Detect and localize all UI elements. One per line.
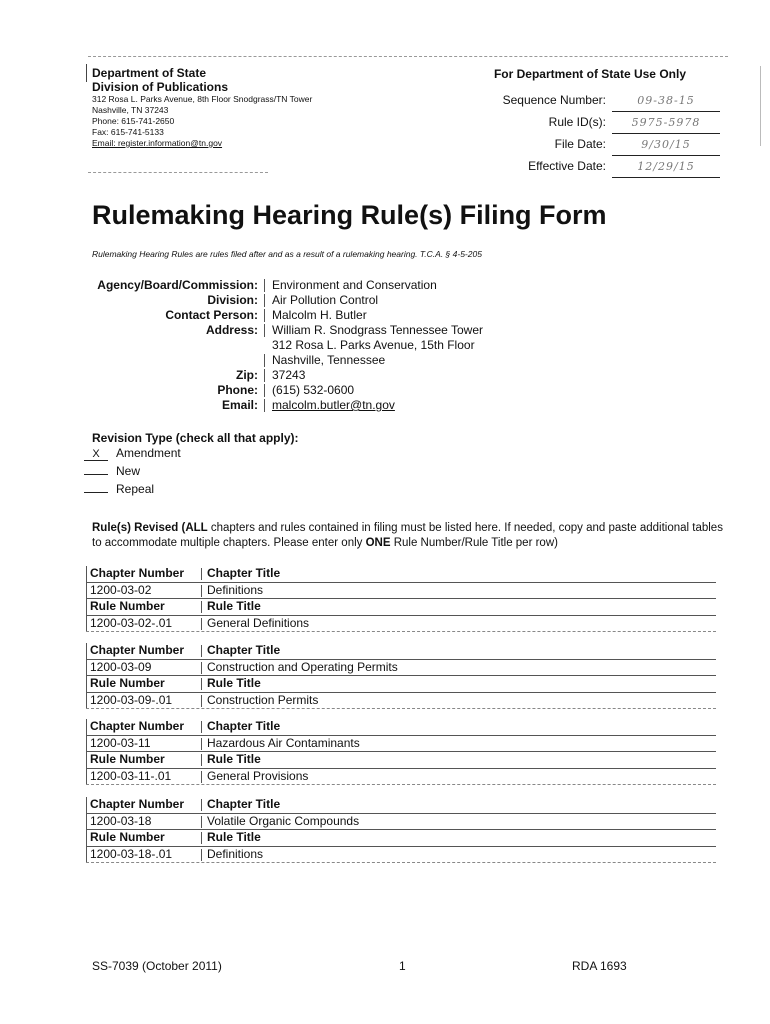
rule-title-header: Rule Title: [207, 752, 261, 766]
rule-header-row: [86, 599, 716, 616]
rule-title-header: Rule Title: [207, 599, 261, 613]
contact-label: Contact Person:: [165, 308, 258, 322]
rule-header-row: [86, 752, 716, 769]
footer-rda-number: RDA 1693: [572, 959, 627, 973]
phone-label: Phone:: [217, 383, 258, 397]
division-name: Division of Publications: [92, 80, 229, 94]
revision-option-repeal: [92, 479, 299, 497]
address-row-2: [70, 338, 710, 353]
rule-title-header: Rule Title: [207, 830, 261, 844]
chapter-header-row: [86, 643, 716, 660]
chapter-number-header: Chapter Number: [90, 566, 185, 580]
phone-separator: [264, 384, 265, 397]
header-top-border: [88, 56, 728, 57]
chapter-value-row: [86, 736, 716, 753]
zip-separator: [264, 369, 265, 382]
rule-table-4: [86, 797, 716, 863]
contact-separator: [264, 309, 265, 322]
rule-table-1: [86, 566, 716, 632]
rule-title-value: Definitions: [207, 846, 264, 861]
intro-lead: Rule(s) Revised (: [92, 522, 186, 534]
zip-value: 37243: [272, 368, 306, 382]
chapter-number-value: 1200-03-11: [90, 735, 151, 750]
sequence-number-row: [470, 90, 720, 112]
agency-value: Environment and Conservation: [272, 278, 437, 292]
rule-ids-row: [470, 112, 720, 134]
rule-title-header: Rule Title: [207, 676, 261, 690]
chapter-title-header: Chapter Title: [207, 719, 281, 733]
chapter-value-row: [86, 583, 716, 600]
rule-number-header: Rule Number: [90, 676, 165, 690]
amendment-checkbox[interactable]: X: [84, 447, 108, 461]
repeal-label: Repeal: [116, 482, 155, 496]
zip-row: [70, 368, 710, 383]
zip-label: Zip:: [236, 368, 258, 382]
rule-number-value: 1200-03-18-.01: [90, 846, 173, 861]
department-address-line2: Nashville, TN 37243: [92, 105, 169, 115]
rule-ids-label: Rule ID(s):: [548, 115, 606, 129]
rules-revised-instructions: [92, 521, 732, 551]
division-value: Air Pollution Control: [272, 293, 379, 307]
rule-value-row: [86, 693, 716, 710]
revision-type-block: [92, 431, 299, 497]
rule-value-row: [86, 616, 716, 633]
department-block: [92, 66, 422, 149]
agency-label: Agency/Board/Commission:: [97, 278, 258, 292]
revision-option-amendment: [92, 446, 299, 461]
chapter-header-row: [86, 797, 716, 814]
address-line1: William R. Snodgrass Tennessee Tower: [272, 323, 483, 337]
rule-number-value: 1200-03-02-.01: [90, 615, 173, 630]
revision-option-new: [92, 461, 299, 479]
contact-value: Malcolm H. Butler: [272, 308, 367, 322]
chapter-number-value: 1200-03-18: [90, 813, 152, 828]
intro-one: ONE: [365, 537, 391, 549]
intro-mid: chapters and rules contained in filing must be listed here. If needed, copy and paste additional tables to accommodate multiple chapters. Please enter only: [92, 522, 723, 549]
chapter-value-row: [86, 660, 716, 677]
address-row: [70, 323, 710, 338]
chapter-number-value: 1200-03-02: [90, 582, 152, 597]
new-checkbox[interactable]: [84, 461, 108, 475]
agency-row: [70, 278, 710, 293]
chapter-header-row: [86, 719, 716, 736]
chapter-number-header: Chapter Number: [90, 797, 185, 811]
phone-value: (615) 532-0600: [272, 383, 355, 397]
chapter-title-value: Volatile Organic Compounds: [207, 813, 360, 828]
email-label: Email:: [221, 398, 258, 412]
email-value: malcolm.butler@tn.gov: [272, 398, 395, 412]
revision-type-heading: Revision Type (check all that apply):: [92, 431, 299, 445]
division-row: [70, 293, 710, 308]
chapter-number-header: Chapter Number: [90, 719, 185, 733]
intro-all: ALL: [185, 522, 208, 534]
file-date-value: 9/30/15: [612, 135, 720, 156]
rule-table-2: [86, 643, 716, 709]
contact-row: [70, 308, 710, 323]
agency-separator: [264, 279, 265, 292]
footer-page-number: 1: [399, 959, 406, 973]
new-label: New: [116, 464, 141, 478]
header-bottom-border: [88, 172, 268, 173]
department-name: Department of State: [92, 66, 207, 80]
footer-form-number: SS-7039 (October 2011): [92, 959, 222, 973]
header-left-border: [86, 64, 87, 82]
rule-ids-value: 5975-5978: [612, 113, 720, 134]
chapter-header-row: [86, 566, 716, 583]
department-email: Email: register.information@tn.gov: [92, 138, 223, 148]
rule-header-row: [86, 676, 716, 693]
page-right-margin-line: [760, 66, 761, 146]
email-separator: [264, 399, 265, 412]
rule-number-value: 1200-03-11-.01: [90, 768, 172, 783]
rule-title-value: Construction Permits: [207, 692, 319, 707]
rule-table-3: [86, 719, 716, 785]
chapter-number-header: Chapter Number: [90, 643, 185, 657]
department-address-line1: 312 Rosa L. Parks Avenue, 8th Floor Snodgrass/TN Tower: [92, 94, 313, 104]
division-label: Division:: [207, 293, 258, 307]
address-line2: 312 Rosa L. Parks Avenue, 15th Floor: [272, 338, 475, 352]
form-subtitle: Rulemaking Hearing Rules are rules filed after and as a result of a rulemaking hearing. T.C.A. § 4-5-205: [92, 249, 482, 259]
chapter-title-header: Chapter Title: [207, 797, 281, 811]
address-line3: Nashville, Tennessee: [272, 353, 386, 367]
file-date-label: File Date:: [554, 137, 606, 151]
email-row: [70, 398, 710, 413]
intro-tail: Rule Number/Rule Title per row): [390, 537, 558, 549]
rule-title-value: General Definitions: [207, 615, 310, 630]
address-separator-3: [264, 354, 265, 367]
chapter-title-value: Hazardous Air Contaminants: [207, 735, 360, 750]
chapter-title-value: Definitions: [207, 582, 264, 597]
chapter-title-header: Chapter Title: [207, 643, 281, 657]
office-use-block: [470, 66, 720, 178]
office-use-heading: For Department of State Use Only: [493, 67, 686, 81]
rule-number-header: Rule Number: [90, 830, 165, 844]
chapter-value-row: [86, 814, 716, 831]
rule-number-header: Rule Number: [90, 599, 165, 613]
department-phone: Phone: 615-741-2650: [92, 116, 175, 126]
effective-date-row: [470, 156, 720, 178]
rule-header-row: [86, 830, 716, 847]
address-separator: [264, 324, 265, 337]
chapter-number-value: 1200-03-09: [90, 659, 152, 674]
effective-date-value: 12/29/15: [612, 157, 720, 178]
department-fax: Fax: 615-741-5133: [92, 127, 164, 137]
file-date-row: [470, 134, 720, 156]
chapter-title-header: Chapter Title: [207, 566, 281, 580]
rule-value-row: [86, 769, 716, 786]
division-separator: [264, 294, 265, 307]
rule-number-value: 1200-03-09-.01: [90, 692, 173, 707]
rule-number-header: Rule Number: [90, 752, 165, 766]
sequence-number-label: Sequence Number:: [502, 93, 606, 107]
effective-date-label: Effective Date:: [528, 159, 606, 173]
form-title: Rulemaking Hearing Rule(s) Filing Form: [92, 200, 607, 230]
sequence-number-value: 09-38-15: [612, 91, 720, 112]
address-row-3: [70, 353, 710, 368]
phone-row: [70, 383, 710, 398]
repeal-checkbox[interactable]: [84, 479, 108, 493]
address-label: Address:: [205, 323, 258, 337]
rule-title-value: General Provisions: [207, 768, 309, 783]
amendment-label: Amendment: [116, 446, 181, 460]
rule-value-row: [86, 847, 716, 864]
chapter-title-value: Construction and Operating Permits: [207, 659, 398, 674]
